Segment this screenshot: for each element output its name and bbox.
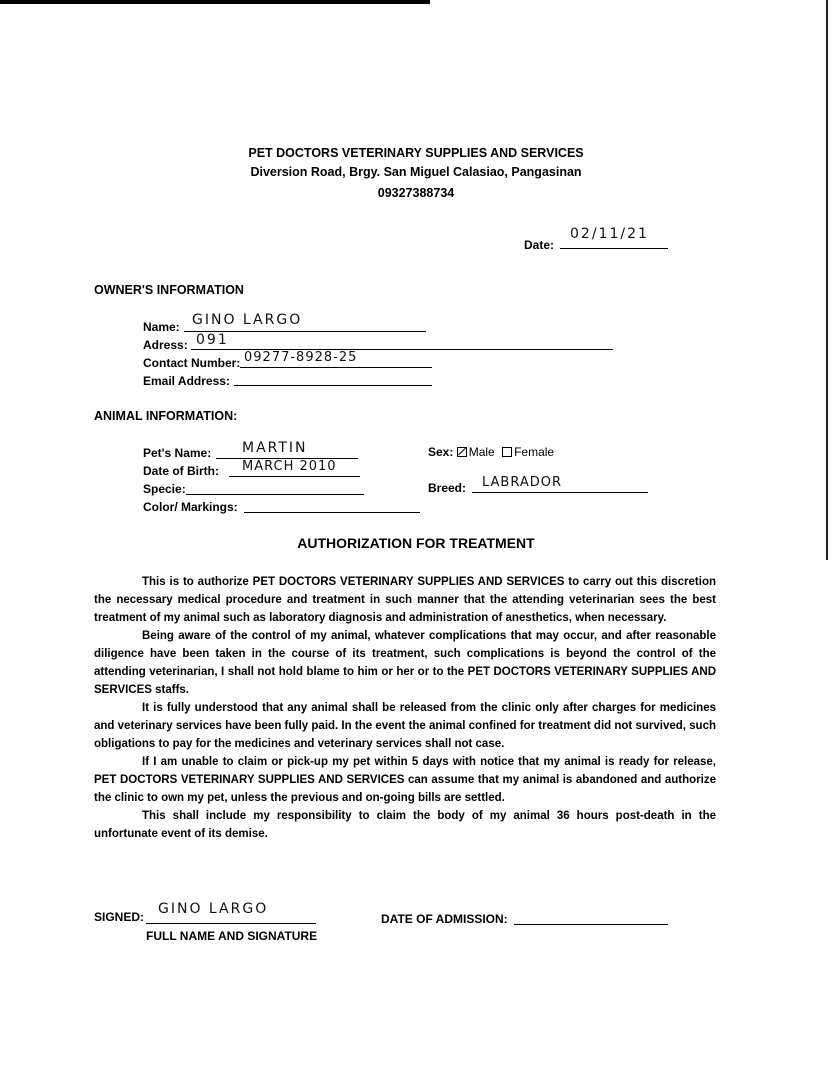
breed-label: Breed:	[428, 481, 467, 495]
dob-value[interactable]: MARCH 2010	[242, 459, 337, 474]
clinic-address: Diversion Road, Brgy. San Miguel Calasiao, Pangasinan	[250, 165, 582, 179]
signature-line	[146, 923, 316, 924]
authorization-paragraph: This shall include my responsibility to claim the body of my animal 36 hours post-death in the unfortunate event of its demise.	[94, 810, 716, 840]
date-value[interactable]: 02/11/21	[570, 226, 649, 242]
color-markings-label: Color/ Markings:	[143, 500, 238, 514]
sex-male-label: Male	[468, 445, 495, 459]
authorization-body	[94, 573, 716, 843]
authorization-title: AUTHORIZATION FOR TREATMENT	[297, 535, 535, 551]
specie-label: Specie:	[143, 482, 186, 496]
owner-contact-label: Contact Number:	[143, 356, 241, 370]
authorization-paragraph: If I am unable to claim or pick-up my pet within 5 days with notice that my animal is ready for release, PET DOCTORS VETERINARY SUPPLIES AND SERVICES can assume that my animal is abandoned and authorize the clinic to own my pet, unless the previous and on-going bills are settled.	[94, 756, 716, 804]
admission-date-line	[514, 924, 668, 925]
clinic-phone: 09327388734	[377, 186, 455, 200]
pet-name-label: Pet's Name:	[143, 446, 212, 460]
specie-line	[186, 494, 364, 495]
authorization-paragraph: Being aware of the control of my animal, whatever complications that may occur, and after reasonable diligence have been taken in the course of its treatment, such complications is beyond the control of the attending veterinarian, I shall not hold blame to him or her or to the PET DOCTORS VETERINARY SUPPLIES AND SERVICES staffs.	[94, 630, 716, 696]
dob-line	[229, 476, 360, 477]
sex-female-label: Female	[514, 445, 555, 459]
owner-contact-value[interactable]: 09277-8928-25	[244, 350, 358, 365]
signature-value[interactable]: GINO LARGO	[158, 901, 269, 917]
authorization-paragraph: It is fully understood that any animal shall be released from the clinic only after charges for medicines and veterinary services have been fully paid. In the event the animal confined for treatment did not survived, such obligations to pay for the medicines and veterinary services shall not case.	[94, 702, 716, 750]
breed-value[interactable]: LABRADOR	[482, 475, 563, 490]
color-markings-line	[244, 512, 420, 513]
admission-date-label: DATE OF ADMISSION:	[381, 912, 508, 926]
signature-caption: FULL NAME AND SIGNATURE	[146, 929, 318, 943]
owner-email-label: Email Address:	[143, 374, 230, 388]
authorization-paragraph: This is to authorize PET DOCTORS VETERINARY SUPPLIES AND SERVICES to carry out this discretion the necessary medical procedure and treatment in such manner that the attending veterinarian sees the best treatment of my animal such as laboratory diagnosis and administration of anesthetics, when necessary.	[94, 576, 716, 624]
owner-address-value[interactable]: 091	[196, 332, 229, 348]
owner-email-line	[234, 385, 432, 386]
clinic-name: PET DOCTORS VETERINARY SUPPLIES AND SERVICES	[248, 146, 584, 160]
date-label: Date:	[524, 238, 555, 252]
pet-name-value[interactable]: MARTIN	[242, 440, 308, 456]
owner-section-title: OWNER'S INFORMATION	[94, 283, 244, 297]
owner-name-value[interactable]: GINO LARGO	[192, 312, 303, 328]
sex-male-checkbox[interactable]	[457, 447, 467, 457]
owner-name-label: Name:	[143, 320, 180, 334]
date-line	[560, 248, 668, 249]
sex-female-checkbox[interactable]	[502, 447, 512, 457]
sex-field	[428, 445, 554, 459]
animal-section-title: ANIMAL INFORMATION:	[94, 409, 238, 423]
scan-top-edge	[0, 0, 430, 4]
dob-label: Date of Birth:	[143, 464, 219, 478]
sex-label: Sex:	[428, 445, 454, 459]
signed-label: SIGNED:	[94, 910, 145, 924]
owner-address-label: Adress:	[143, 338, 188, 352]
owner-contact-line	[240, 367, 432, 368]
scan-right-edge	[826, 0, 828, 560]
breed-line	[472, 492, 648, 493]
